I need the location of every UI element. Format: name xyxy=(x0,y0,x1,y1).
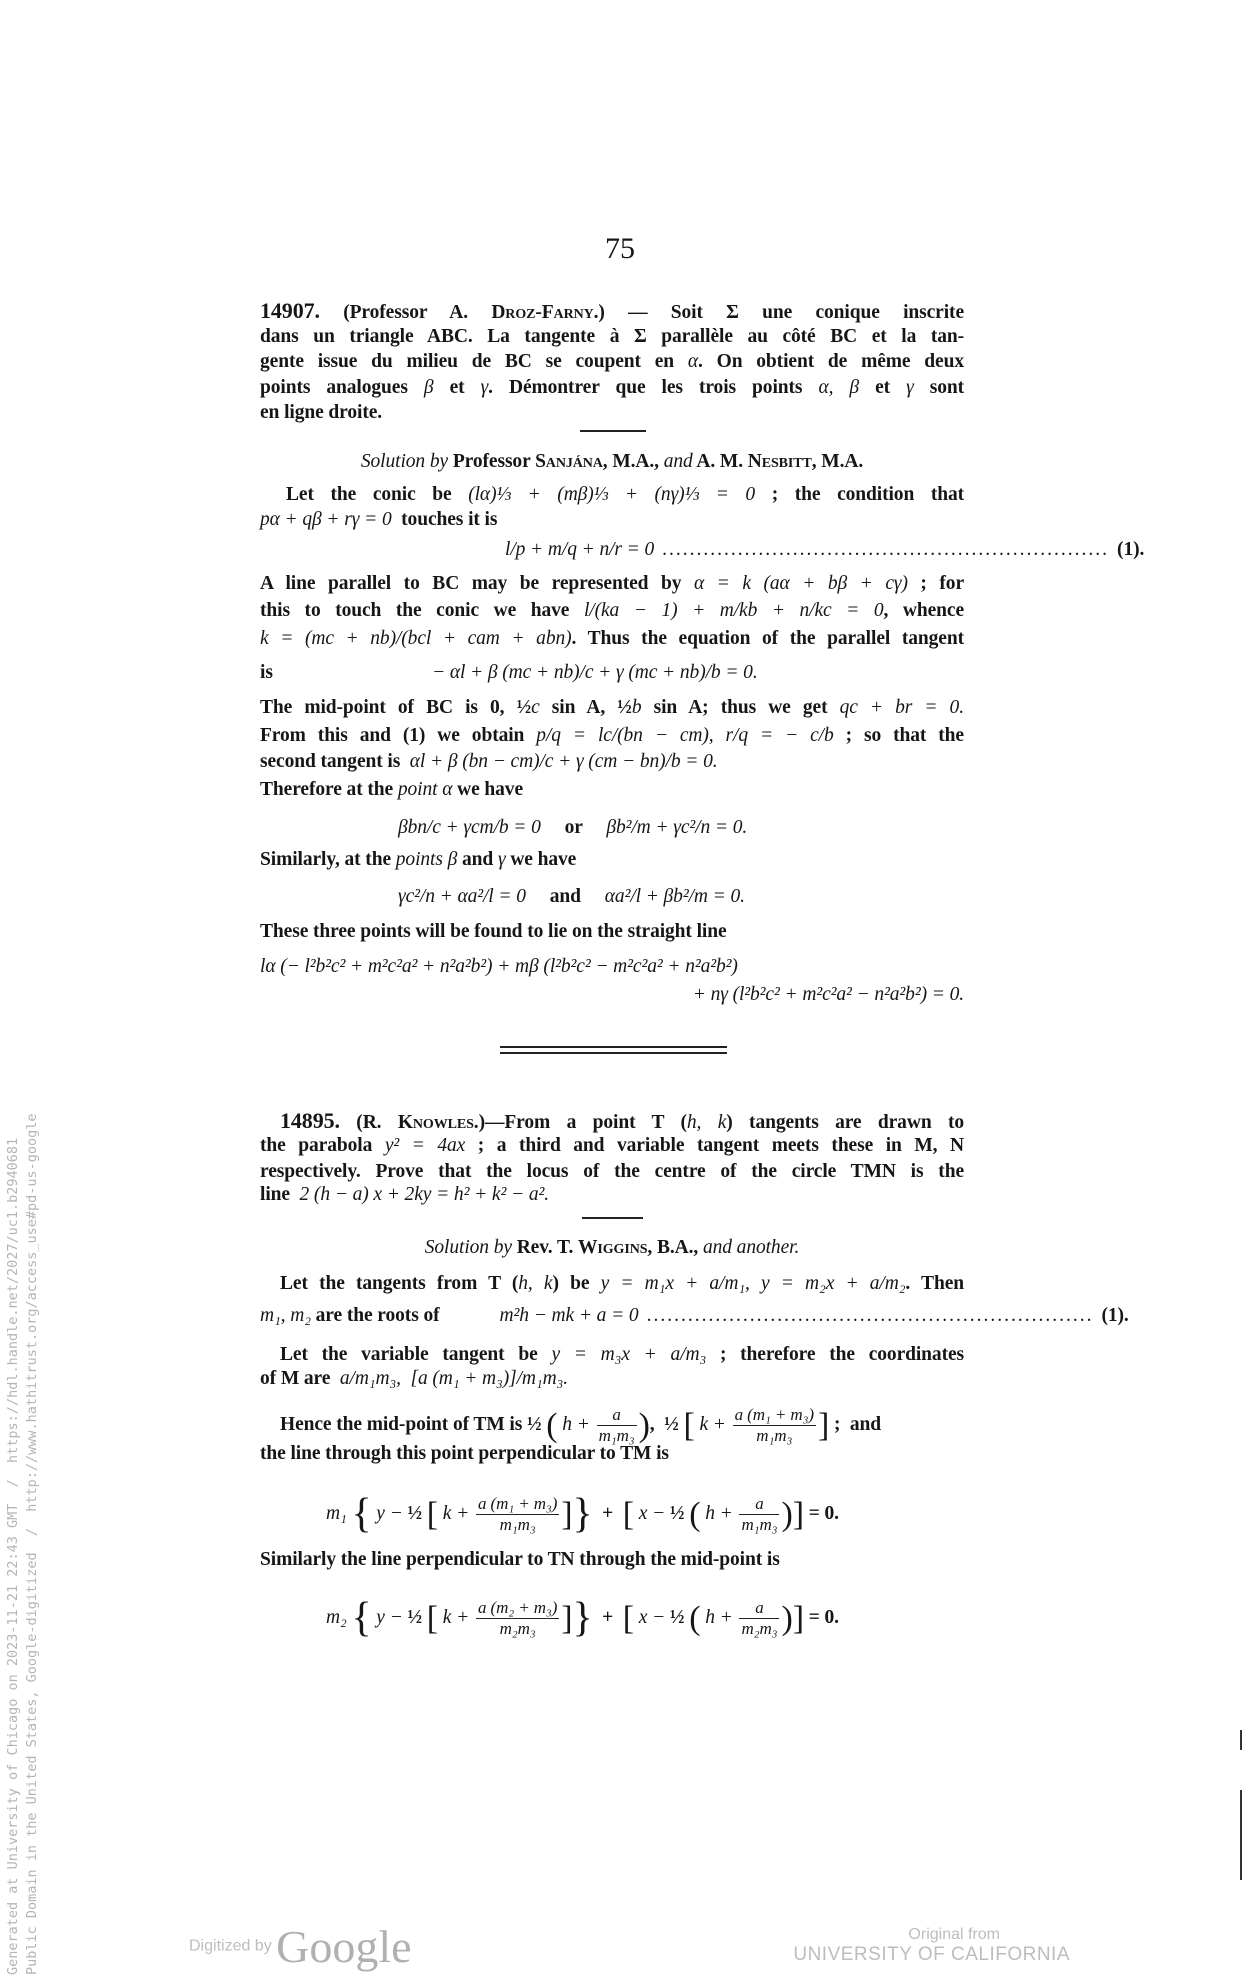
solution-line xyxy=(260,1366,964,1391)
math-text: − αl + β (mc + nb)/c + γ (mc + nb)/b = 0. xyxy=(432,662,758,683)
scan-edge-mark xyxy=(1240,1790,1242,1880)
solution-line xyxy=(260,1342,964,1367)
numerator: a (m₁ + m₃) xyxy=(477,1494,558,1513)
delimiter: ) xyxy=(638,1407,650,1444)
solution-heading-14907 xyxy=(260,449,964,474)
math-text: y² = 4ax xyxy=(384,1135,466,1156)
watermark-line: Public Domain in the United States, Google-digitized / http://www.hathitrust.org/access_use#pd-us-google xyxy=(24,1113,40,1975)
delimiter: [ xyxy=(683,1407,695,1444)
text: line xyxy=(260,1184,300,1205)
math-text: αl + β (bn − cm)/c + γ (cm − bn)/b = 0. xyxy=(409,751,718,772)
denominator: m₁m₃ xyxy=(499,1515,536,1534)
math-text: qc + br = 0. xyxy=(839,697,964,718)
solution-line xyxy=(260,660,964,685)
text: Sanjána xyxy=(535,451,603,472)
text: sin A, ½ xyxy=(539,697,632,718)
numerator: a xyxy=(597,1405,637,1426)
math-text: h, k xyxy=(518,1273,553,1294)
equation-line xyxy=(260,954,964,979)
solution-line xyxy=(260,695,964,720)
numerator: a (m₂ + m₃) xyxy=(477,1598,558,1617)
text: Therefore at the xyxy=(260,779,398,800)
equation-ref: (1). xyxy=(1117,539,1145,560)
original-from-label: Original from xyxy=(908,1926,1000,1943)
text: ; the condition that xyxy=(755,484,965,505)
problem-number: 14895. xyxy=(280,1108,340,1133)
math-text: α = k (aα + bβ + cγ) xyxy=(693,573,908,594)
text: , ½ xyxy=(649,1413,684,1435)
math-text: h, k xyxy=(686,1112,727,1133)
math-text: γ xyxy=(906,377,914,398)
math-text: m₂ xyxy=(326,1606,352,1628)
solution-line xyxy=(260,919,964,944)
text: Rev. T. xyxy=(511,1237,579,1258)
equation-line xyxy=(260,884,1102,909)
delimiter: ] xyxy=(561,1496,573,1533)
delimiter: ) xyxy=(781,1600,793,1637)
fraction xyxy=(739,1494,779,1535)
scan-edge-mark xyxy=(1240,1730,1242,1750)
math-text: α, β xyxy=(818,377,860,398)
text: we have xyxy=(452,779,524,800)
equation-1-line xyxy=(260,537,1145,562)
problem-14907-statement-line xyxy=(260,324,964,349)
text: .) — Soit Σ une conique inscrite xyxy=(593,302,965,323)
math-text: (lα)⅓ + (mβ)⅓ + (nγ)⅓ = 0 xyxy=(468,484,756,505)
math-text: + nγ (l²b²c² + m²c²a² − n²a²b²) = 0. xyxy=(692,984,964,1005)
delimiter: } xyxy=(572,1595,593,1641)
solution-line xyxy=(260,847,964,872)
text: Hence the mid-point of TM is ½ xyxy=(280,1413,547,1435)
delimiter: ( xyxy=(689,1600,701,1637)
text: . Then xyxy=(905,1273,964,1294)
solution-line xyxy=(260,507,964,532)
text: + xyxy=(592,1606,623,1628)
delimiter: { xyxy=(351,1491,372,1537)
solution-line xyxy=(260,1547,964,1572)
denominator: m₁m₃ xyxy=(756,1426,793,1445)
solution-line xyxy=(260,749,964,774)
math-text: y − xyxy=(371,1502,408,1524)
numerator: a xyxy=(739,1598,779,1619)
text: Wiggins xyxy=(578,1237,648,1258)
text: A. M. xyxy=(692,451,748,472)
text: ; for xyxy=(907,573,965,594)
text: dans un triangle ABC. La tangente à Σ parallèle au côté BC et la tan- xyxy=(260,326,964,347)
watermark-line: Generated at University of Chicago on 2023-11-21 22:43 GMT / https://hdl.handle.net/2027/uc1.b2940681 xyxy=(5,1137,21,1975)
denominator: m₁m₃ xyxy=(741,1515,778,1534)
math-text: 2 (h − a) x + 2ky = h² + k² − a². xyxy=(299,1184,550,1205)
text: this to touch the conic we have xyxy=(260,600,584,621)
text: et xyxy=(859,377,907,398)
text: . Thus the equation of the parallel tangent xyxy=(571,628,964,649)
math-text: points β xyxy=(395,849,458,870)
equation-ref: (1). xyxy=(1101,1305,1129,1326)
math-text: c xyxy=(531,697,540,718)
solution-line xyxy=(260,723,964,748)
text: These three points will be found to lie on the straight line xyxy=(260,921,727,942)
text: Knowles xyxy=(397,1112,474,1133)
fraction xyxy=(739,1598,779,1639)
text: and xyxy=(457,849,498,870)
problem-14907-statement-line xyxy=(260,375,964,400)
math-text: γ xyxy=(497,849,506,870)
math-text: m₁, m₂ xyxy=(260,1305,311,1326)
problem-number: 14907. xyxy=(260,298,320,323)
math-text: a/m₁m₃, [a (m₁ + m₃)]/m₁m₃. xyxy=(339,1368,569,1389)
math-text: h + xyxy=(700,1606,738,1628)
delimiter: ( xyxy=(689,1496,701,1533)
text: or xyxy=(540,817,607,838)
math-text: x − xyxy=(633,1502,670,1524)
text: ; a third and variable tangent meets these in M, N xyxy=(465,1135,965,1156)
text: , B.A., xyxy=(647,1237,703,1258)
math-text: l/p + m/q + n/r = 0 xyxy=(505,539,655,560)
solution-line xyxy=(260,1271,964,1296)
text: Droz-Farny xyxy=(491,302,594,323)
delimiter: { xyxy=(351,1595,372,1641)
math-text: h + xyxy=(700,1502,738,1524)
delimiter: ] xyxy=(792,1600,804,1637)
text: en ligne droite. xyxy=(260,402,383,423)
text: + xyxy=(592,1502,623,1524)
section-divider xyxy=(582,1217,643,1219)
math-text: βb²/m + γc²/n = 0. xyxy=(606,817,748,838)
text: Let the conic be xyxy=(286,484,469,505)
text: Nesbitt xyxy=(747,451,812,472)
math-text: Solution by xyxy=(360,451,449,472)
math-text: x − xyxy=(633,1606,670,1628)
text: Similarly the line perpendicular to TN through the mid-point is xyxy=(260,1549,780,1570)
math-text: lα (− l²b²c² + m²c²a² + n²a²b²) + mβ (l²b²c² − m²c²a² + n²a²b²) xyxy=(260,956,738,977)
text: . On obtient de même deux xyxy=(698,351,965,372)
problem-14895-statement-line xyxy=(260,1133,964,1158)
math-text: y = m₁x + a/m₁, y = m₂x + a/m₂ xyxy=(600,1273,906,1294)
math-text: h + xyxy=(557,1413,595,1435)
math-text: m₁ xyxy=(326,1502,352,1524)
text: respectively. Prove that the locus of the centre of the circle TMN is the xyxy=(260,1161,964,1182)
math-text: and another. xyxy=(702,1237,800,1258)
text: Let the variable tangent be xyxy=(280,1344,552,1365)
midpoint-expression xyxy=(280,1405,881,1446)
text: . Démontrer que les trois points xyxy=(488,377,819,398)
problem-14907-statement-line xyxy=(260,298,964,325)
math-text: γ xyxy=(480,377,489,398)
math-text: αa²/l + βb²/m = 0. xyxy=(604,886,745,907)
math-text: p/q = lc/(bn − cm), r/q = − c/b xyxy=(536,725,834,746)
math-text: l/(ka − 1) + m/kb + n/kc = 0 xyxy=(583,600,884,621)
text: ; therefore the coordinates xyxy=(706,1344,965,1365)
delimiter: [ xyxy=(622,1496,634,1533)
equation-1-line xyxy=(260,1303,1129,1328)
text: (Professor A. xyxy=(319,302,492,323)
delimiter: ] xyxy=(561,1600,573,1637)
equation xyxy=(432,660,758,685)
delimiter: ) xyxy=(781,1496,793,1533)
numerator: a xyxy=(739,1494,779,1515)
delimiter: [ xyxy=(622,1600,634,1637)
solution-line xyxy=(260,626,964,651)
text: (R. xyxy=(339,1112,398,1133)
delimiter: [ xyxy=(426,1600,438,1637)
text: = 0. xyxy=(803,1606,839,1628)
double-rule-top xyxy=(500,1046,727,1048)
digitized-by-label: Digitized by xyxy=(189,1937,272,1955)
text: = 0. xyxy=(803,1502,839,1524)
text: the line through this point perpendicular to TM is xyxy=(260,1443,669,1464)
denominator: m₂m₃ xyxy=(741,1619,778,1638)
fraction xyxy=(476,1598,559,1639)
equation-line xyxy=(260,1491,1030,1537)
solution-line xyxy=(260,1441,964,1466)
text: touches it is xyxy=(391,509,498,530)
numerator: a (m₁ + m₃) xyxy=(734,1405,814,1424)
equation-line xyxy=(260,1595,1030,1641)
problem-14907-statement-line xyxy=(260,400,964,425)
institution-name: UNIVERSITY OF CALIFORNIA xyxy=(793,1944,1070,1965)
text: points analogues xyxy=(260,377,424,398)
digitized-by-google xyxy=(189,1920,412,1973)
hathitrust-watermark xyxy=(4,1113,42,1975)
math-text: y = m₃x + a/m₃ xyxy=(551,1344,707,1365)
math-text: β xyxy=(423,377,434,398)
text: ) be xyxy=(552,1273,601,1294)
problem-14895-statement-line xyxy=(260,1182,964,1207)
solution-line xyxy=(260,571,964,596)
delimiter: ( xyxy=(546,1407,558,1444)
math-text: m²h − mk + a = 0 xyxy=(499,1305,639,1326)
delimiter: [ xyxy=(426,1496,438,1533)
equation-line xyxy=(260,982,964,1007)
text: , M.A. xyxy=(811,451,864,472)
delimiter: ] xyxy=(817,1407,830,1444)
math-text: k + xyxy=(438,1502,474,1524)
text: Professor xyxy=(448,451,536,472)
text: of M are xyxy=(260,1368,340,1389)
equation xyxy=(505,537,654,562)
text: ½ xyxy=(407,1502,427,1524)
text: ; so that the xyxy=(833,725,964,746)
math-text: and xyxy=(663,451,693,472)
text: second tangent is xyxy=(260,751,410,772)
fraction xyxy=(597,1405,637,1446)
text: et xyxy=(433,377,481,398)
solution-line xyxy=(260,482,964,507)
leader-dots: ................................................................. xyxy=(646,1305,1094,1326)
fraction xyxy=(733,1405,816,1446)
math-text: b xyxy=(631,697,642,718)
text: The mid-point of BC is 0, ½ xyxy=(260,697,532,718)
text: ½ xyxy=(669,1606,690,1628)
text: .)—From a point T ( xyxy=(473,1112,687,1133)
fraction xyxy=(476,1494,559,1535)
math-text: pα + qβ + rγ = 0 xyxy=(260,509,392,530)
text: ½ xyxy=(407,1606,427,1628)
text: the parabola xyxy=(260,1135,385,1156)
text: , M.A., xyxy=(602,451,664,472)
math-text: α xyxy=(687,351,699,372)
text: ½ xyxy=(669,1502,690,1524)
leader-dots: ................................................................. xyxy=(662,539,1110,560)
math-text: y − xyxy=(371,1606,408,1628)
original-from xyxy=(790,1926,1070,1966)
math-text: Solution by xyxy=(424,1237,512,1258)
math-text: k + xyxy=(438,1606,474,1628)
section-divider xyxy=(580,430,646,432)
solution-line xyxy=(260,1405,964,1446)
text: Similarly, at the xyxy=(260,849,396,870)
text: and xyxy=(525,886,605,907)
denominator: m₂m₃ xyxy=(499,1619,536,1638)
text: ) tangents are drawn to xyxy=(726,1112,965,1133)
google-logo: Google xyxy=(276,1921,412,1972)
equation-line xyxy=(260,815,1102,840)
solution-heading-14895 xyxy=(260,1235,964,1260)
text: From this and (1) we obtain xyxy=(260,725,537,746)
text xyxy=(260,1303,440,1328)
text: gente issue du milieu de BC se coupent en xyxy=(260,351,688,372)
text: A line parallel to BC may be represented by xyxy=(260,573,694,594)
text: are the roots of xyxy=(310,1305,440,1326)
math-text: k + xyxy=(694,1413,731,1435)
text: Let the tangents from T ( xyxy=(280,1273,519,1294)
text: is xyxy=(260,662,273,683)
solution-line xyxy=(260,777,964,802)
problem-14895-statement-line xyxy=(260,1159,964,1184)
page-number: 75 xyxy=(605,232,635,265)
text: , whence xyxy=(883,600,965,621)
math-text: γc²/n + αa²/l = 0 xyxy=(398,886,526,907)
double-rule-bottom xyxy=(500,1052,727,1054)
denominator: m₁m₃ xyxy=(598,1426,635,1445)
math-text: point α xyxy=(397,779,453,800)
text: sin A; thus we get xyxy=(641,697,840,718)
solution-line xyxy=(260,598,964,623)
text: we have xyxy=(505,849,577,870)
delimiter: } xyxy=(572,1491,593,1537)
text: ; and xyxy=(829,1413,882,1435)
text: sont xyxy=(913,377,964,398)
math-text: k = (mc + nb)/(bcl + cam + abn) xyxy=(260,628,572,649)
delimiter: ] xyxy=(792,1496,804,1533)
math-text: βbn/c + γcm/b = 0 xyxy=(398,817,541,838)
equation xyxy=(500,1303,639,1328)
problem-14907-statement-line xyxy=(260,349,964,374)
problem-14895-statement-line xyxy=(260,1108,964,1135)
